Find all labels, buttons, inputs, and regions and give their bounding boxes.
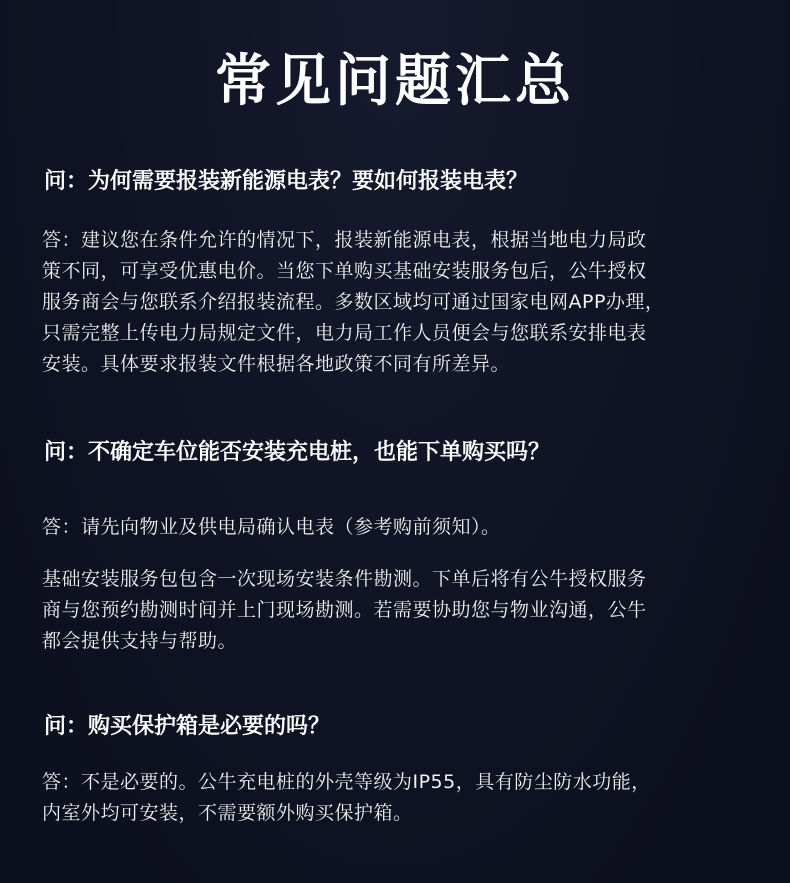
faq-answer-2	[42, 512, 752, 543]
faq-answer-3	[42, 767, 752, 829]
faq-question-2: 问：不确定车位能否安装充电桩，也能下单购买吗？	[44, 440, 551, 465]
answer-line: 安装。具体要求报装文件根据各地政策不同有所差异。	[42, 353, 511, 375]
answer-line: 答：建议您在条件允许的情况下，报装新能源电表，根据当地电力局政	[42, 229, 647, 251]
faq-question-3: 问：购买保护箱是必要的吗？	[44, 714, 331, 739]
answer-line: 内室外均可安装，不需要额外购买保护箱。	[42, 802, 413, 824]
answer-line: 服务商会与您联系介绍报装流程。多数区域均可通过国家电网APP办理，	[42, 291, 665, 313]
answer-line: 答：不是必要的。公牛充电桩的外壳等级为IP55，具有防尘防水功能，	[42, 771, 651, 793]
answer-line: 答：请先向物业及供电局确认电表（参考购前须知）。	[42, 516, 501, 538]
answer-line: 只需完整上传电力局规定文件，电力局工作人员便会与您联系安排电表	[42, 322, 647, 344]
faq-question-1: 问：为何需要报装新能源电表？要如何报装电表？	[44, 169, 529, 194]
faq-answer-1	[42, 225, 752, 380]
answer-line: 都会提供支持与帮助。	[42, 630, 238, 652]
answer-line: 商与您预约勘测时间并上门现场勘测。若需要协助您与物业沟通，公牛	[42, 599, 647, 621]
page-title: 常见问题汇总	[215, 49, 575, 114]
answer-line: 基础安装服务包包含一次现场安装条件勘测。下单后将有公牛授权服务	[42, 568, 647, 590]
answer-line: 策不同，可享受优惠电价。当您下单购买基础安装服务包后，公牛授权	[42, 260, 647, 282]
faq-answer-2-details	[42, 564, 752, 657]
